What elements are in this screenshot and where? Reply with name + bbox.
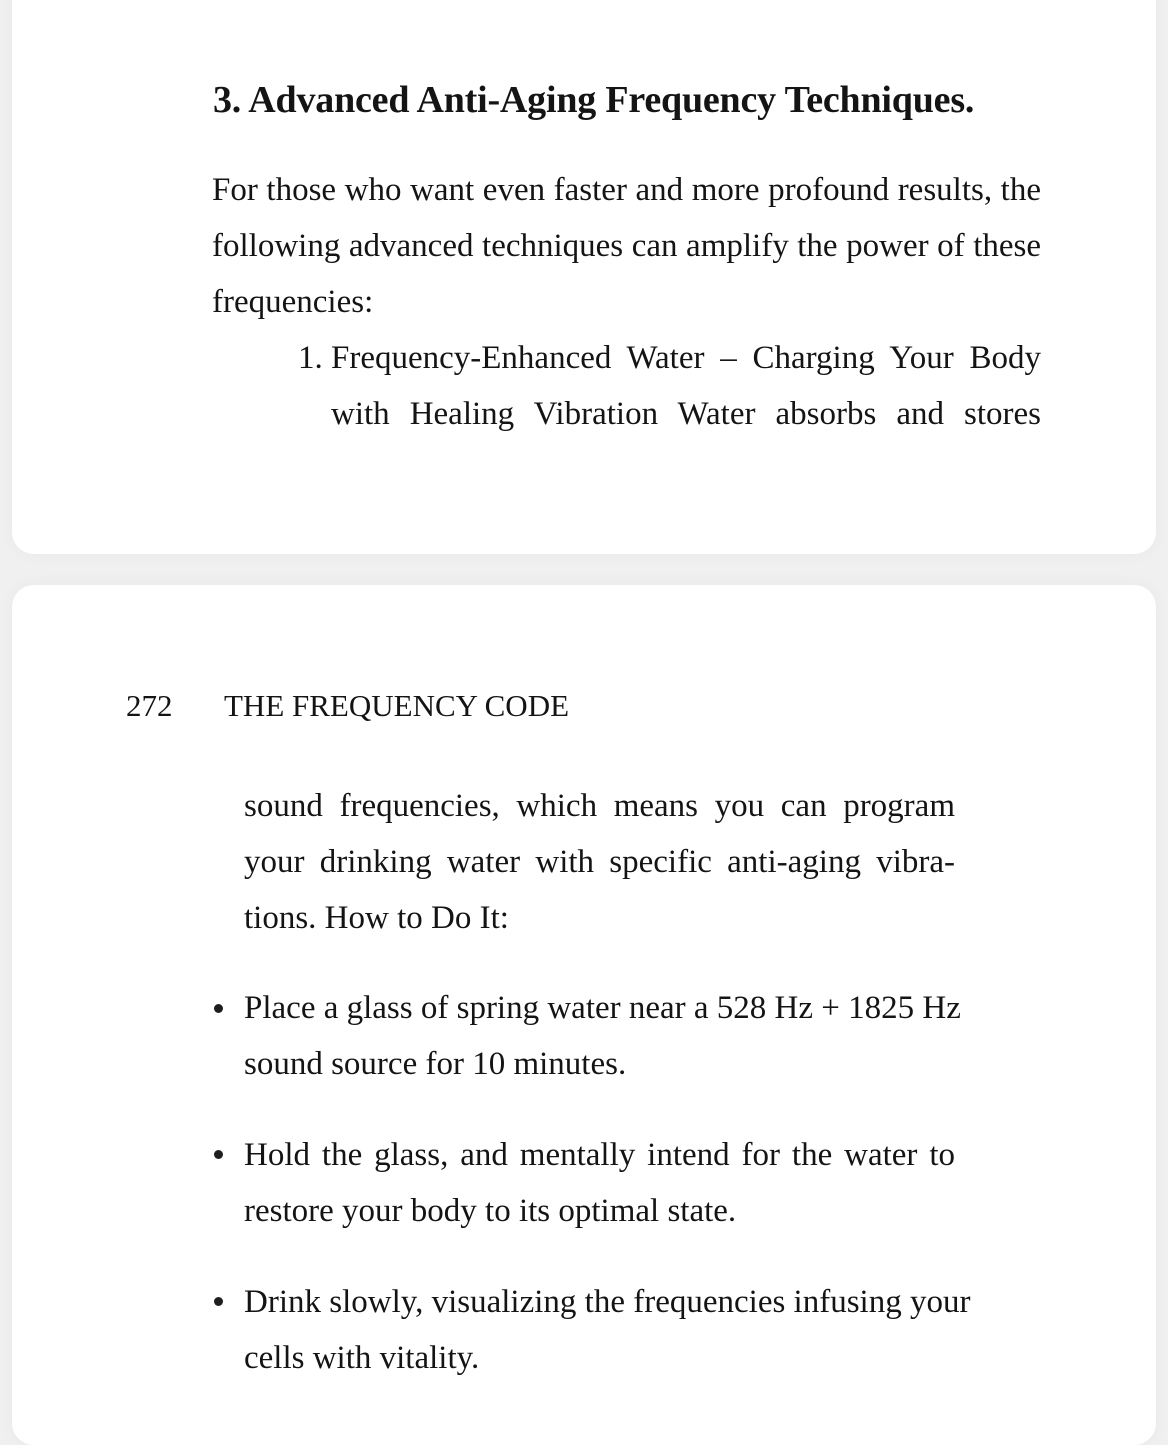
bullet-3-line-1: Drink slowly, visualizing the frequencies infusing your [244,1284,971,1320]
bullet-dot-icon [214,1297,223,1306]
list-item-line-2: with Healing Vibration Water absorbs and stores [331,396,1041,432]
bullet-3-line-2: cells with vitality. [244,1340,480,1376]
bullet-1-line-2: sound source for 10 minutes. [244,1046,627,1082]
bullet-dot-icon [214,1004,223,1013]
intro-line-1: For those who want even faster and more profound results, the [212,172,1041,208]
section-heading: 3. Advanced Anti-Aging Frequency Techniques. [213,79,975,121]
list-item-number: 1. [298,340,323,376]
bullet-dot-icon [214,1150,223,1159]
list-item-line-1: Frequency-Enhanced Water – Charging Your Body [331,340,1041,376]
page-number: 272 [126,688,173,723]
bullet-2-line-2: restore your body to its optimal state. [244,1193,737,1229]
bullet-1-line-1: Place a glass of spring water near a 528 Hz + 1825 Hz [244,990,961,1026]
continuation-line-1: sound frequencies, which means you can program [244,788,955,824]
continuation-line-3: tions. How to Do It: [244,900,509,936]
intro-line-2: following advanced techniques can amplify the power of these [212,228,1041,264]
intro-line-3: frequencies: [212,284,374,320]
continuation-line-2: your drinking water with specific anti-aging vibra- [244,844,955,880]
bullet-2-line-1: Hold the glass, and mentally intend for the water to [244,1137,955,1173]
running-title: THE FREQUENCY CODE [224,688,570,723]
